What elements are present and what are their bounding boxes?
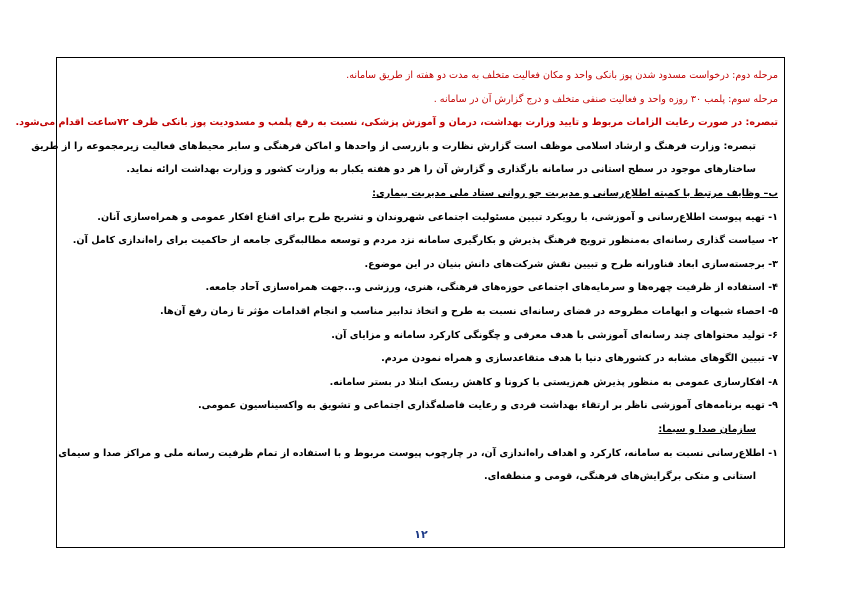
- stage-three-text: مرحله سوم: پلمب ۳۰ روزه واحد و فعالیت صنفی متخلف و درج گزارش آن در سامانه .: [433, 93, 778, 105]
- list-item: ۲- سیاست گذاری رسانه‌ای به‌منظور ترویج فرهنگ پذیرش و بکارگیری سامانه نزد مردم و توسعه مطالبه‌گری جامعه از حاکمیت برای راه‌اندازی کامل آن.: [72, 235, 778, 247]
- document-body: [15, 64, 778, 489]
- list-item: ۶- تولید محتواهای چند رسانه‌ای آموزشی با هدف معرفی و چگونگی کارکرد سامانه و مزایای آن.: [331, 329, 778, 341]
- list-item: ۷- تبیین الگوهای مشابه در کشورهای دنیا با هدف متقاعدسازی و همراه نمودن مردم.: [381, 353, 778, 365]
- list-item: ۹- تهیه برنامه‌های آموزشی ناظر بر ارتقاء بهداشت فردی و رعایت فاصله‌گذاری اجتماعی و تشویق به واکسیناسیون عمومی.: [197, 400, 778, 412]
- list-item: ۸- افکارسازی عمومی به منظور پذیرش هم‌زیستی با کرونا و کاهش ریسک ابتلا در بستر سامانه.: [329, 376, 778, 388]
- note-red: تبصره: در صورت رعایت الزامات مربوط و تایید وزارت بهداشت، درمان و آموزش پزشکی، نسبت به رفع پلمب و مسدودیت پوز بانکی ظرف ۷۲ساعت اقدام می‌شود.: [15, 117, 778, 129]
- list-item: ۴- استفاده از ظرفیت چهره‌ها و سرمایه‌های اجتماعی حوزه‌های فرهنگی، هنری، ورزشی و...جهت همراه‌سازی آحاد جامعه.: [205, 282, 778, 294]
- list-item-cont: استانی و متکی برگرایش‌های فرهنگی، قومی و منطقه‌ای.: [484, 471, 756, 483]
- note-culture-ministry: تبصره: وزارت فرهنگ و ارشاد اسلامی موظف است گزارش نظارت و بازرسی از واحدها و اماکن فرهنگی و سایر محیط‌های فعالیت زیرمجموعه را از طریق: [31, 140, 756, 152]
- note-culture-ministry-cont: ساختارهای موجود در سطح استانی در سامانه بارگذاری و گزارش آن را هر دو هفته یکبار به وزارت کشور و وزارت بهداشت ارائه نماید.: [126, 164, 756, 176]
- list-item: ۵- احصاء شبهات و ابهامات مطروحه در فضای رسانه‌ای نسبت به طرح و اتخاذ تدابیر مناسب و انجام اقدامات مؤثر تا زمان رفع آن‌ها.: [159, 305, 778, 317]
- section-heading-irib: سازمان صدا و سیما:: [658, 423, 756, 435]
- section-heading-info-committee: ب– وظایف مرتبط با کمیته اطلاع‌رسانی و مدیریت جو روانی ستاد ملی مدیریت بیماری:: [372, 187, 778, 199]
- list-item: ۱- اطلاع‌رسانی نسبت به سامانه، کارکرد و اهداف راه‌اندازی آن، در چارچوب پیوست مربوط و با استفاده از تمام ظرفیت رسانه ملی و مراکز صدا و سیمای: [58, 447, 778, 459]
- page-number: ۱۲: [414, 528, 428, 541]
- stage-two-text: مرحله دوم: درخواست مسدود شدن پوز بانکی واحد و مکان فعالیت متخلف به مدت دو هفته از طریق سامانه.: [346, 70, 778, 81]
- list-item: ۳- برجسته‌سازی ابعاد فناورانه طرح و تبیین نقش شرکت‌های دانش بنیان در این موضوع.: [364, 258, 778, 270]
- list-item: ۱- تهیه پیوست اطلاع‌رسانی و آموزشی، با رویکرد تبیین مسئولیت اجتماعی شهروندان و تشریح طرح برای اقناع افکار عمومی و همراه‌سازی آنان.: [97, 211, 778, 223]
